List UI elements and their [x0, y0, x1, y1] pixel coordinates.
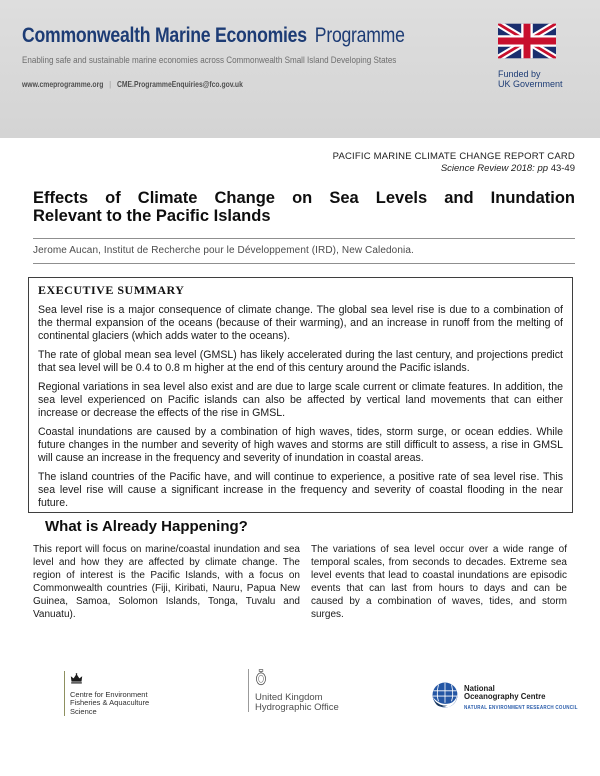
divider	[33, 238, 575, 239]
summary-paragraph: The island countries of the Pacific have, and will continue to experience, a positive rate of sea level rise. This sea level rise will cause a significant increase in the frequency and severity of coastal flooding in the near future.	[38, 471, 563, 509]
noc-logo	[432, 682, 590, 711]
ukho-crest-icon	[255, 669, 267, 686]
summary-paragraph: The rate of global mean sea level (GMSL) has likely accelerated during the last century, and projections predict that sea level will be 0.4 to 0.8 m higher at the end of this century around the Pacific islands.	[38, 349, 563, 374]
cefas-label: Centre for Environment Fisheries & Aquaculture Science	[70, 690, 150, 716]
noc-globe-icon	[432, 682, 458, 708]
funded-by-block	[498, 22, 588, 89]
citation-pages: 43-49	[550, 163, 575, 174]
funded-by-label: Funded by UK Government	[498, 69, 563, 89]
report-card-reference	[333, 151, 575, 174]
article-title-line1: Effects of Climate Change on Sea Levels and Inundation	[33, 189, 575, 207]
programme-title	[22, 24, 405, 48]
email-link[interactable]: CME.ProgrammeEnquiries@fco.gov.uk	[116, 79, 243, 89]
crown-icon	[70, 673, 83, 684]
citation-review: Science Review 2018: pp	[440, 163, 549, 174]
programme-contact-line	[22, 79, 243, 89]
right-column	[311, 543, 567, 621]
article-title-block	[33, 189, 575, 264]
article-author: Jerome Aucan, Institut de Recherche pour le Développement (IRD), New Caledonia.	[33, 245, 414, 256]
noc-label: National Oceanography Centre NATURAL ENVIRONMENT RESEARCH COUNCIL	[464, 684, 578, 711]
two-column-body	[33, 543, 567, 621]
summary-paragraph: Regional variations in sea level also exist and are due to large scale current or climate features. In addition, the sea level experienced on Pacific islands can also be affected by vertical land movements that can either increase or decrease the effects of the rise in GMSL.	[38, 381, 563, 419]
contact-separator: |	[109, 79, 112, 89]
programme-title-light: Programme	[314, 24, 405, 47]
uk-flag-icon	[498, 22, 556, 60]
executive-summary-box	[28, 277, 573, 513]
summary-paragraph: Sea level rise is a major consequence of climate change. The global sea level rise is due to a combination of the thermal expansion of the oceans (because of their warming), and an increase in runoff from the melting of continental glaciers (which adds water to the oceans).	[38, 304, 563, 342]
left-column	[33, 543, 300, 621]
left-column-text: This report will focus on marine/coastal inundation and sea level and how they are affected by climate change. The region of interest is the Pacific Islands, with a focus on Commonwealth countries (Fiji, Kiribati, Nauru, Papua New Guinea, Samoa, Solomon Islands, Tonga, Tuvalu and Vanuatu).	[33, 544, 300, 620]
programme-tagline: Enabling safe and sustainable marine economies across Commonwealth Small Island Developing States	[22, 55, 397, 66]
noc-subtext: NATURAL ENVIRONMENT RESEARCH COUNCIL	[464, 704, 578, 711]
programme-title-bold: Commonwealth Marine Economies	[22, 24, 307, 47]
ukho-logo	[248, 669, 339, 712]
divider	[33, 263, 575, 264]
summary-paragraph: Coastal inundations are caused by a combination of high waves, tides, storm surge, or ocean eddies. While future changes in the number and severity of high waves and storms are still difficult to assess, a rise in GMSL will cause an increase in the frequency and severity of inundation in coastal areas.	[38, 426, 563, 464]
executive-summary-heading: EXECUTIVE SUMMARY	[38, 283, 185, 297]
cefas-logo	[64, 671, 149, 716]
programme-header	[0, 0, 600, 138]
report-card-series-title: PACIFIC MARINE CLIMATE CHANGE REPORT CARD	[332, 151, 575, 162]
report-card-citation	[333, 163, 575, 174]
website-link[interactable]: www.cmeprogramme.org	[22, 79, 104, 89]
article-title-line2: Relevant to the Pacific Islands	[33, 207, 271, 225]
section-heading-what-is-happening: What is Already Happening?	[45, 518, 248, 535]
right-column-text: The variations of sea level occur over a wide range of temporal scales, from seconds to decades. Extreme sea level events that lead to coastal inundations are episodic events that can last from hours to days and can be caused by a combination of waves, tides, and storm surges.	[311, 544, 567, 620]
ukho-label: United Kingdom Hydrographic Office	[255, 692, 339, 713]
